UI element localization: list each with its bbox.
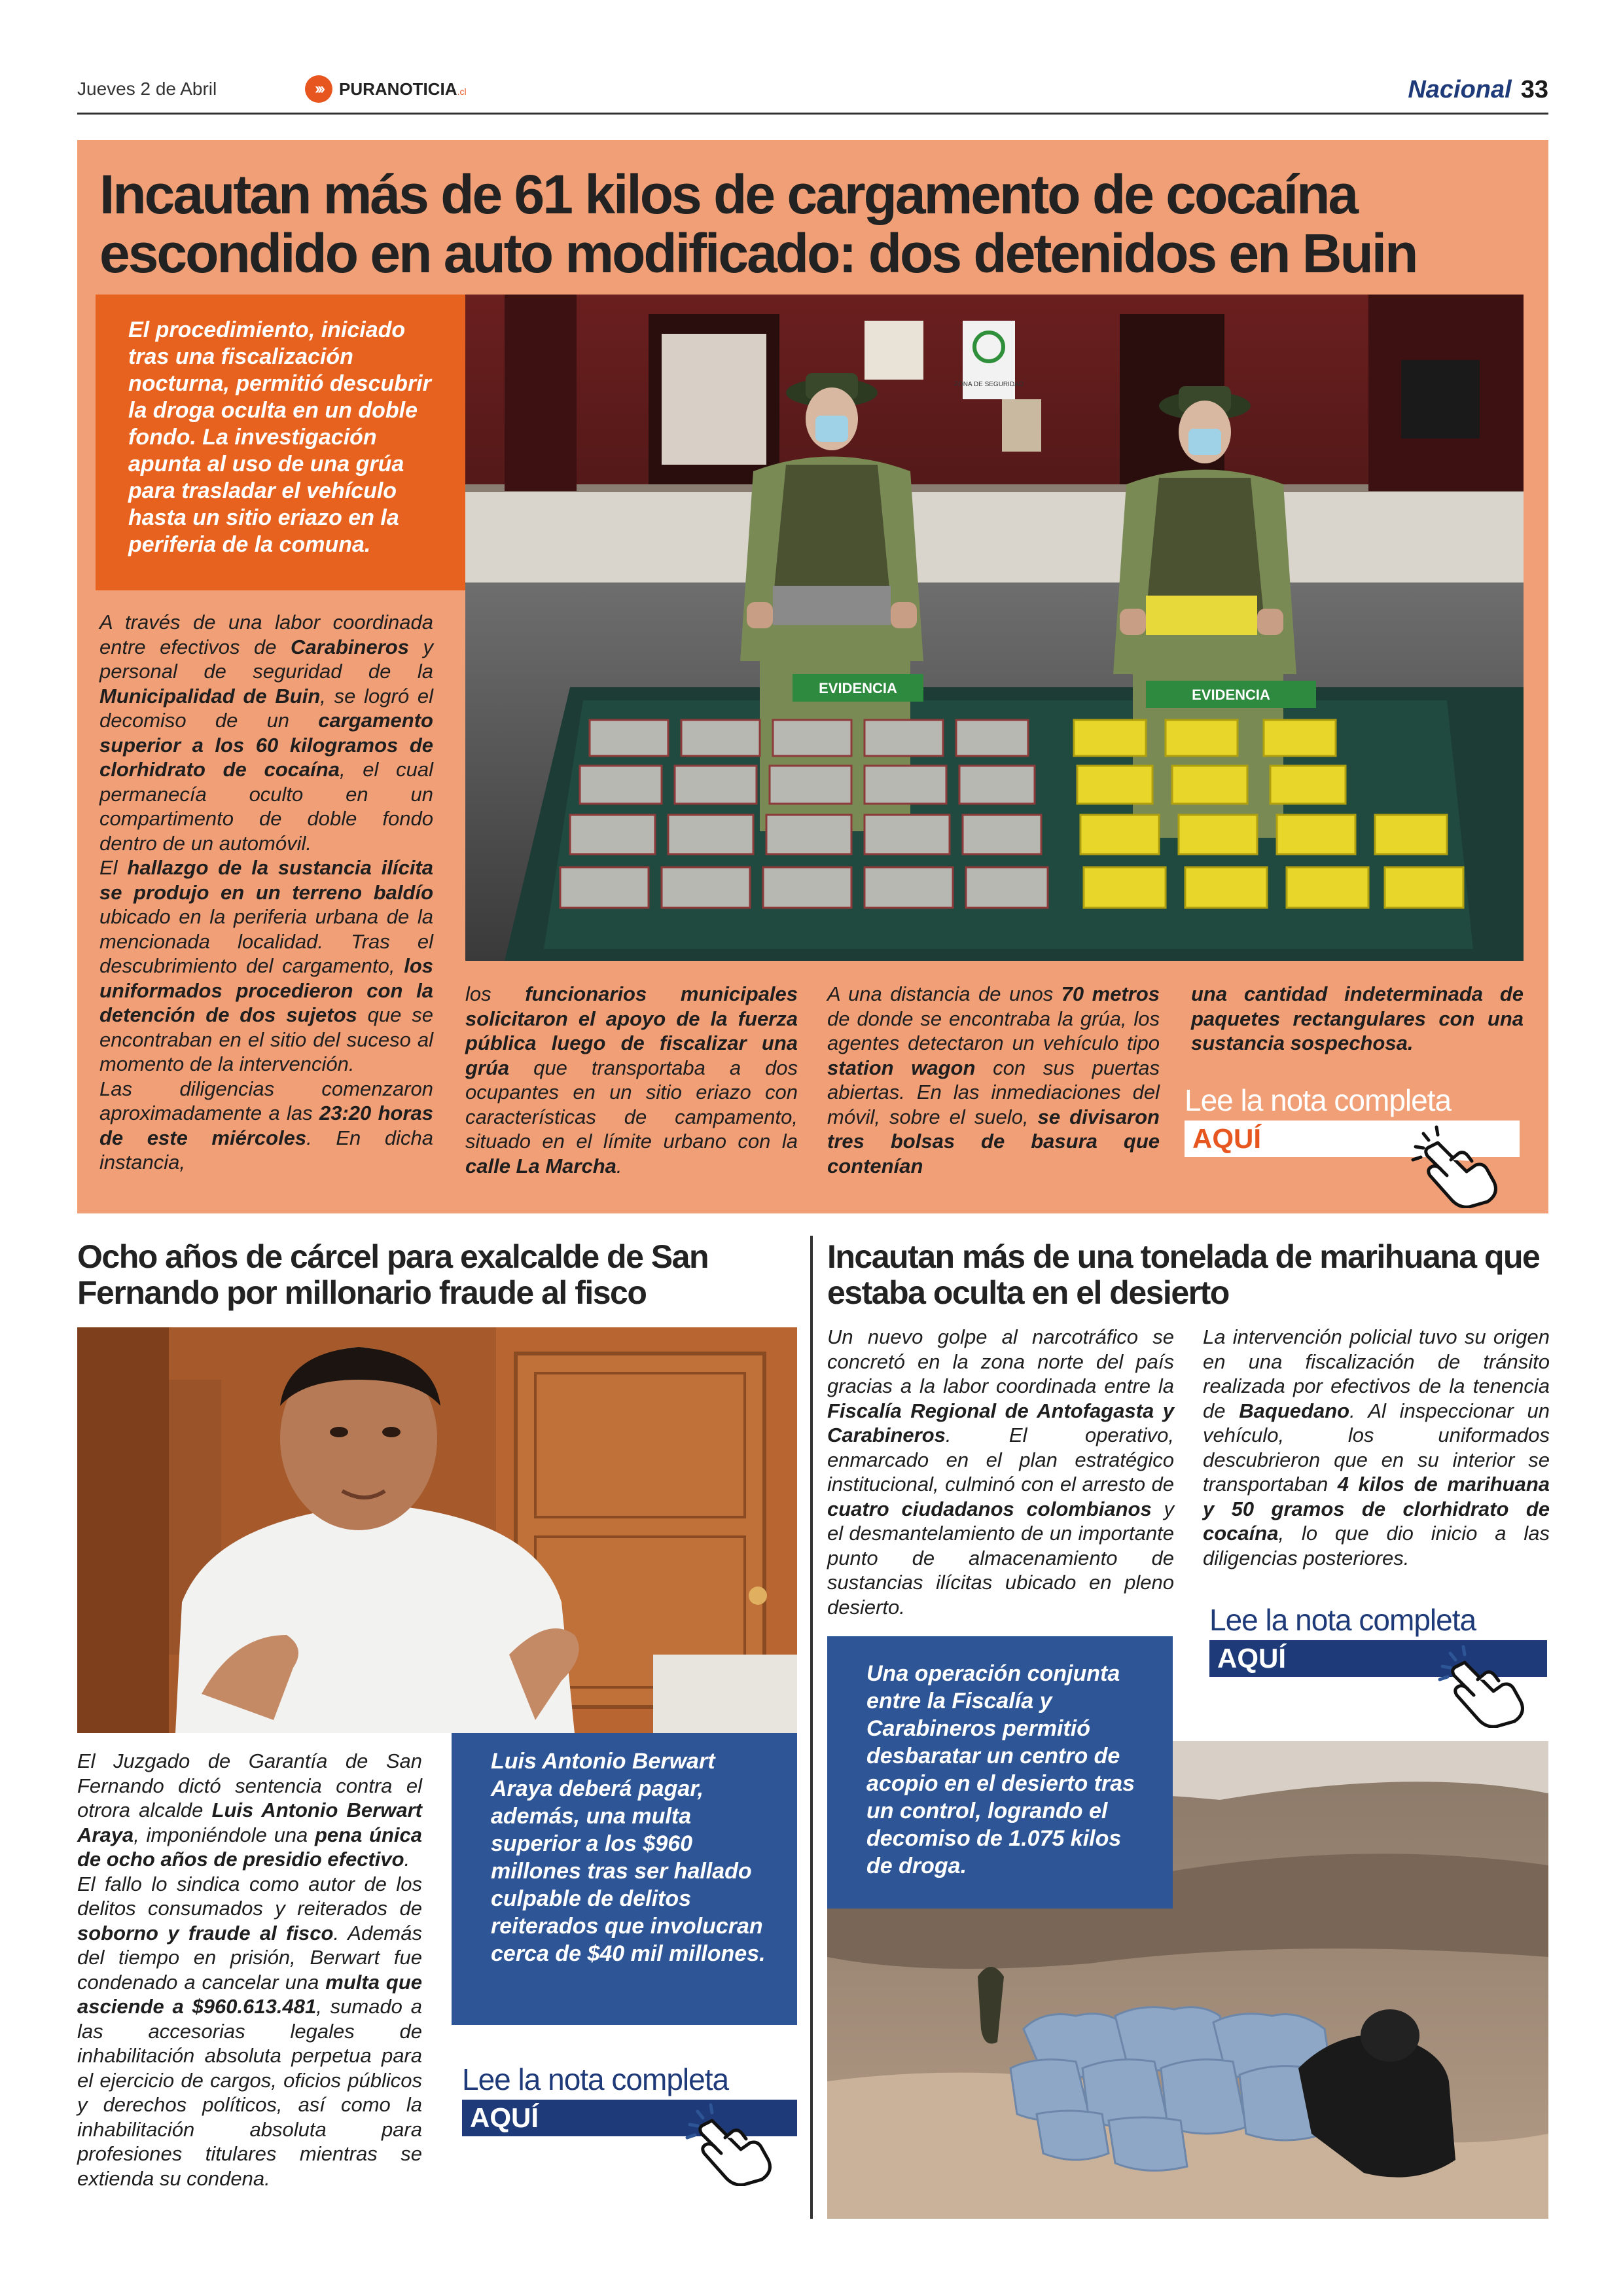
read-more-label: Lee la nota completa	[1185, 1083, 1452, 1117]
logo-text: PURANOTICIA	[339, 79, 457, 99]
read-more-here-button[interactable]: AQUÍ	[462, 2100, 797, 2136]
left-story-title: Ocho años de cárcel para exalcalde de San Fernando por millonario fraude al fisco	[77, 1238, 708, 1311]
issue-date: Jueves 2 de Abril	[77, 79, 217, 99]
zone-sign-label: ZONA DE SEGURIDAD	[954, 381, 1024, 388]
header-divider	[77, 113, 1548, 115]
right-story-column-1: Un nuevo golpe al narcotráfico se concretó en la zona norte del país gracias a la labor coordinada entre la Fiscalía Regional de Antofagasta y Carabineros. El operativo, enmarcado en el plan estratégico institucional, culminó con el arresto de cuatro ciudadanos colombianos y el desmantelamiento de un importante punto de almacenamiento de sustancias ilícitas ubicado en pleno desierto.	[827, 1325, 1174, 1619]
right-story-title: Incautan más de una tonelada de marihuana que estaba oculta en el desierto	[827, 1238, 1540, 1311]
play-arrows-icon: ›››	[305, 75, 332, 103]
read-more-here-button[interactable]: AQUÍ	[1209, 1640, 1547, 1677]
right-story-column-2: La intervención policial tuvo su origen en una fiscalización de tránsito realizada por efectivos de la tenencia de Baquedano. Al inspeccionar un vehículo, los uniformados descubrieron que en su interior se transportaban 4 kilos de marihuana y 50 gramos de clorhidrato de cocaína, lo que dio inicio a las diligencias posteriores.	[1203, 1325, 1550, 1570]
main-story-column-2: los funcionarios municipales solicitaron el apoyo de la fuerza pública luego de fiscalizar una grúa que transportaba a dos ocupantes en un sitio eriazo con características de campamento, situado en el límite urbano con la calle La Marcha.	[465, 982, 798, 1177]
page-number: 33	[1520, 76, 1548, 103]
section-name: Nacional	[1408, 76, 1512, 103]
main-story-photo	[465, 295, 1524, 961]
pointing-hand-icon	[678, 2094, 783, 2186]
left-story-body: El Juzgado de Garantía de San Fernando dictó sentencia contra el otrora alcalde Luis Antonio Berwart Araya, imponiéndole una pena única de ocho años de presidio efectivo. El fallo lo sindica como autor de los delitos consumados y reiterados de soborno y fraude al fisco. Además del tiempo en prisión, Berwart fue condenado a cancelar una multa que asciende a $960.613.481, sumado a las accesorias legales de inhabilitación absoluta perpetua para el ejercicio de cargos, oficios públicos y derechos políticos, así como la inhabilitación absoluta para profesiones titulares mientras se extienda su condena.	[77, 1749, 422, 2190]
left-story-highlight: Luis Antonio Berwart Araya deberá pagar, además, una multa superior a los $960 millones tras ser hallado culpable de delitos reiterados que involucran cerca de $40 mil millones.	[452, 1733, 797, 2025]
read-more-here-button[interactable]: AQUÍ	[1185, 1121, 1520, 1157]
main-story-column-3: A una distancia de unos 70 metros de donde se encontraba la grúa, los agentes detectaron un vehículo tipo station wagon con sus puertas abiertas. En las inmediaciones del móvil, sobre el suelo, se divisaron tres bolsas de basura que contenían	[827, 982, 1160, 1177]
pointing-hand-icon	[1431, 1636, 1535, 1728]
read-more-label: Lee la nota completa	[1209, 1603, 1476, 1637]
main-story-column-1: A través de una labor coordinada entre efectivos de Carabineros y personal de seguridad de la Municipalidad de Buin, se logró el decomiso de un cargamento superior a los 60 kilogramos de clorhidrato de cocaína, el cual permanecía oculto en un compartimento de doble fondo dentro de un automóvil. El hallazgo de la sustancia ilícita se produjo en un terreno baldío ubicado en la periferia urbana de la mencionada localidad. Tras el descubrimiento del cargamento, los uniformados procedieron con la detención de dos sujetos que se encontraban en el sitio del suceso al momento de la intervención. Las diligencias comenzaron aproximadamente a las 23:20 horas de este miércoles. En dicha instancia,	[99, 611, 433, 1174]
right-story-highlight: Una operación conjunta entre la Fiscalía y Carabineros permitió desbaratar un centro de acopio en el desierto tras un control, logrando el decomiso de 1.075 kilos de droga.	[827, 1636, 1173, 1909]
main-story-title: Incautan más de 61 kilos de cargamento de cocaína escondido en auto modificado: dos detenidos en Buin	[99, 164, 1417, 284]
section-header	[1408, 76, 1548, 104]
column-divider	[810, 1236, 813, 2219]
main-story-lead: El procedimiento, iniciado tras una fiscalización nocturna, permitió descubrir la droga oculta en un doble fondo. La investigación apunta al uso de una grúa para trasladar el vehículo hasta un sitio eriazo en la periferia de la comuna.	[96, 295, 465, 590]
pointing-hand-icon	[1404, 1117, 1508, 1208]
main-story-column-4: una cantidad indeterminada de paquetes rectangulares con una sustancia sospechosa.	[1191, 982, 1524, 1054]
logo-suffix: .cl	[457, 86, 467, 97]
evidence-banner-right: EVIDENCIA	[1192, 687, 1270, 703]
read-more-label: Lee la nota completa	[462, 2062, 729, 2096]
publication-logo	[305, 75, 467, 103]
evidence-banner-left: EVIDENCIA	[819, 680, 897, 696]
left-story-photo	[77, 1327, 797, 1733]
